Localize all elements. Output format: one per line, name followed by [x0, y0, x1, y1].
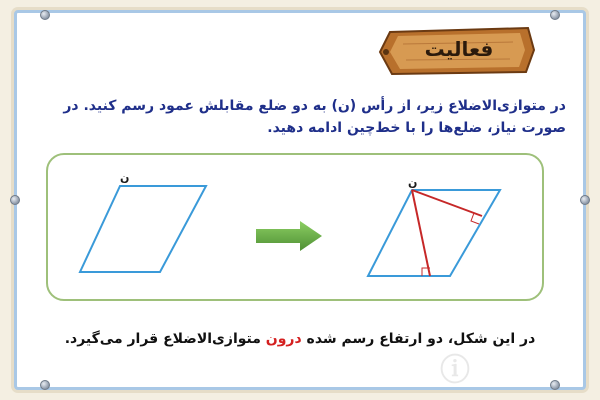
right-vertex-label: ن [408, 176, 418, 189]
watermark-logo: ⓘ [440, 353, 472, 388]
conclusion-before: در این شکل، دو ارتفاع رسم شده [301, 331, 536, 347]
altitude-to-bottom [412, 190, 430, 276]
right-parallelogram [368, 190, 500, 276]
instruction-text: در متوازی‌الاضلاع زیر، از رأس (ن) به دو ضلع مقابلش عمود رسم کنید. در صورت نیاز، ضلع‌ها را با خط‌چین ادامه دهید. [63, 98, 566, 136]
arrow-right-icon [256, 221, 322, 251]
left-parallelogram [80, 186, 206, 272]
left-vertex-label: ن [120, 171, 130, 184]
altitude-to-side [412, 190, 482, 216]
banner-title: فعالیت [424, 37, 494, 61]
conclusion-highlight: درون [265, 331, 302, 347]
conclusion-after: متوازی‌الاضلاع قرار می‌گیرد. [64, 331, 266, 347]
